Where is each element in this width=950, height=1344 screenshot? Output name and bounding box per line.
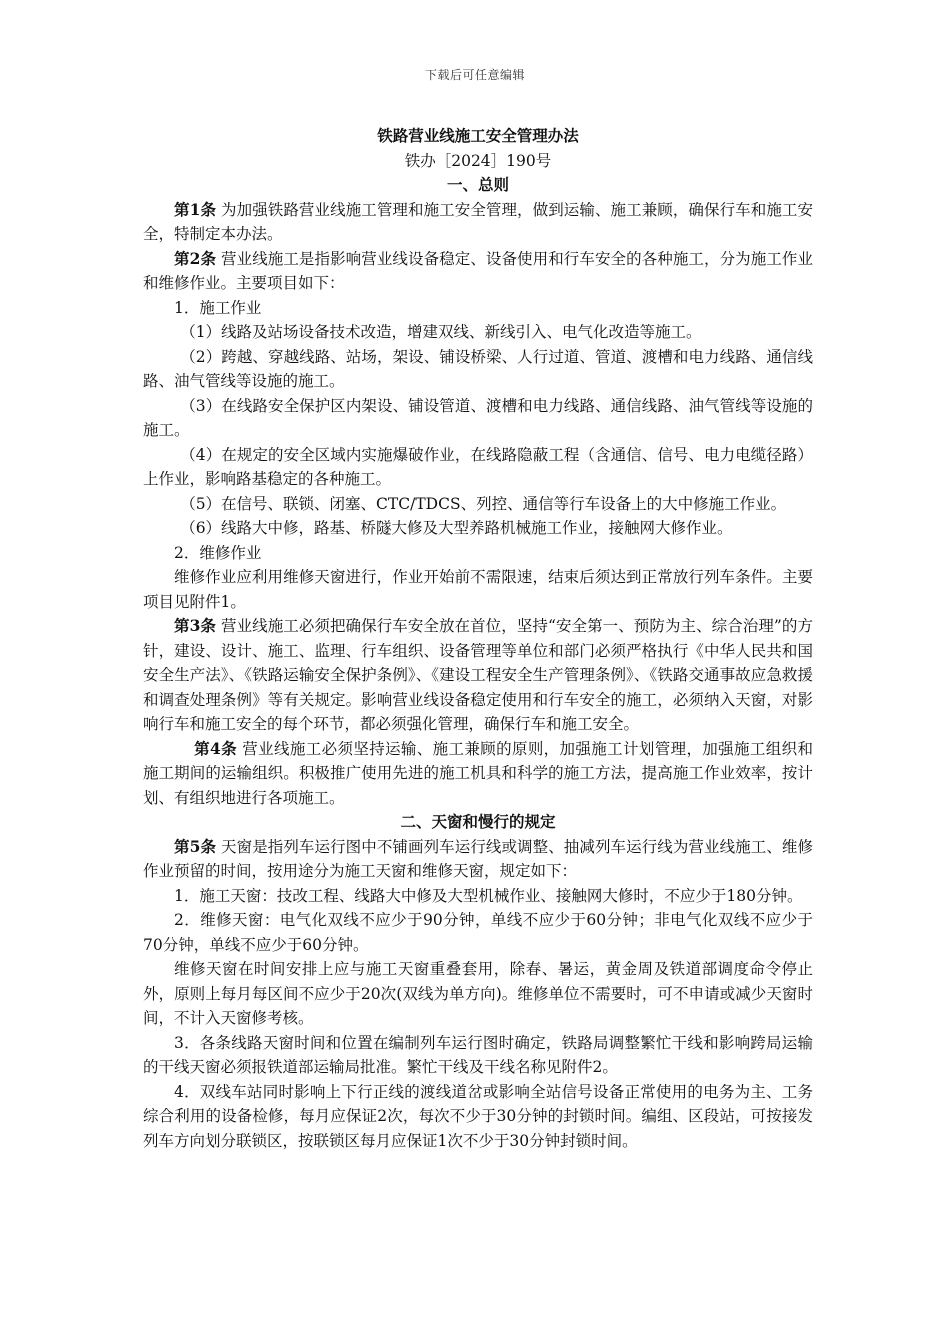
paragraph: 1．施工天窗：技改工程、线路大中修及大型机械作业、接触网大修时，不应少于180分钟。 (174, 886, 803, 905)
document-number: 铁办［2024］190号 (404, 151, 552, 170)
subheading-maintenance-work: 2．维修作业 (174, 543, 262, 562)
paragraph: 维修作业应利用维修天窗进行，作业开始前不需限速，结束后须达到正常放行列车条件。主要项目见附件1。 (143, 568, 813, 611)
article-text: 营业线施工是指影响营业线设备稳定、设备使用和行车安全的各种施工，分为施工作业和维修作业。主要项目如下： (143, 249, 813, 292)
article-text: 营业线施工必须坚持运输、施工兼顾的原则，加强施工计划管理，加强施工组织和施工期间的运输组织。积极推广使用先进的施工机具和科学的施工方法，提高施工作业效率，按计划、有组织地进行各项施工。 (143, 739, 813, 807)
paragraph: 4．双线车站同时影响上下行正线的渡线道岔或影响全站信号设备正常使用的电务为主、工务综合利用的设备检修，每月应保证2次，每次不少于30分钟的封锁时间。编组、区段站，可按接发列车方向划分联锁区，按联锁区每月应保证1次不少于30分钟封锁时间。 (143, 1082, 813, 1150)
article-4 (143, 737, 813, 811)
section-heading-windows: 二、天窗和慢行的规定 (400, 812, 556, 831)
article-text: 为加强铁路营业线施工管理和施工安全管理，做到运输、施工兼顾，确保行车和施工安全，特制定本办法。 (143, 200, 813, 243)
article-label: 第5条 (174, 836, 217, 856)
article-label: 第3条 (174, 616, 216, 635)
article-text: 营业线施工必须把确保行车安全放在首位，坚持“安全第一、预防为主、综合治理”的方针，建设、设计、施工、监理、行车组织、设备管理等单位和部门必须严格执行《中华人民共和国安全生产法》、《铁路运输安全保护条例》、《建设工程安全生产管理条例》、《铁路交通事故应急救援和调查处理条例》等有关规定。影响营业线设备稳定使用和行车安全的施工，必须纳入天窗，对影响行车和施工安全的每个环节，都必须强化管理，确保行车和施工安全。 (143, 617, 813, 733)
list-item: （1）线路及站场设备技术改造，增建双线、新线引入、电气化改造等施工。 (180, 323, 702, 341)
list-item: （6）线路大中修，路基、桥隧大修及大型养路机械施工作业，接触网大修作业。 (180, 519, 733, 537)
article-label: 第4条 (194, 738, 238, 758)
article-1 (143, 198, 813, 247)
section-heading-general: 一、总则 (446, 175, 509, 194)
article-2 (143, 247, 813, 296)
paragraph: 3．各条线路天窗时间和位置在编制列车运行图时确定，铁路局调整繁忙干线和影响跨局运输的干线天窗必须报铁道部运输局批准。繁忙干线及干线名称见附件2。 (143, 1033, 813, 1076)
article-text: 天窗是指列车运行图中不铺画列车运行线或调整、抽减列车运行线为营业线施工、维修作业预留的时间，按用途分为施工天窗和维修天窗，规定如下： (143, 837, 813, 880)
list-item: （5）在信号、联锁、闭塞、CTC/TDCS、列控、通信等行车设备上的大中修施工作业。 (180, 494, 787, 513)
article-label: 第1条 (174, 199, 217, 219)
list-item: （4）在规定的安全区域内实施爆破作业，在线路隐蔽工程（含通信、信号、电力电缆径路）上作业，影响路基稳定的各种施工。 (143, 445, 813, 488)
paragraph: 2．维修天窗：电气化双线不应少于90分钟，单线不应少于60分钟；非电气化双线不应少于70分钟，单线不应少于60分钟。 (143, 911, 813, 954)
paragraph: 维修天窗在时间安排上应与施工天窗重叠套用，除春、暑运，黄金周及铁道部调度命令停止外，原则上每月每区间不应少于20次(双线为单方向)。维修单位不需要时，可不申请或减少天窗时间，不计入天窗修考核。 (143, 960, 813, 1027)
list-item: （3）在线路安全保护区内架设、铺设管道、渡槽和电力线路、通信线路、油气管线等设施的施工。 (143, 396, 813, 439)
document-title: 铁路营业线施工安全管理办法 (377, 126, 579, 145)
article-label: 第2条 (174, 248, 217, 268)
article-5 (143, 835, 813, 884)
page-header-note: 下载后可任意编辑 (424, 68, 525, 82)
document-body (143, 124, 813, 1153)
article-3 (143, 614, 813, 737)
subheading-construction-work: 1．施工作业 (174, 298, 262, 317)
list-item: （2）跨越、穿越线路、站场，架设、铺设桥梁、人行过道、管道、渡槽和电力线路、通信线路、油气管线等设施的施工。 (143, 347, 813, 390)
